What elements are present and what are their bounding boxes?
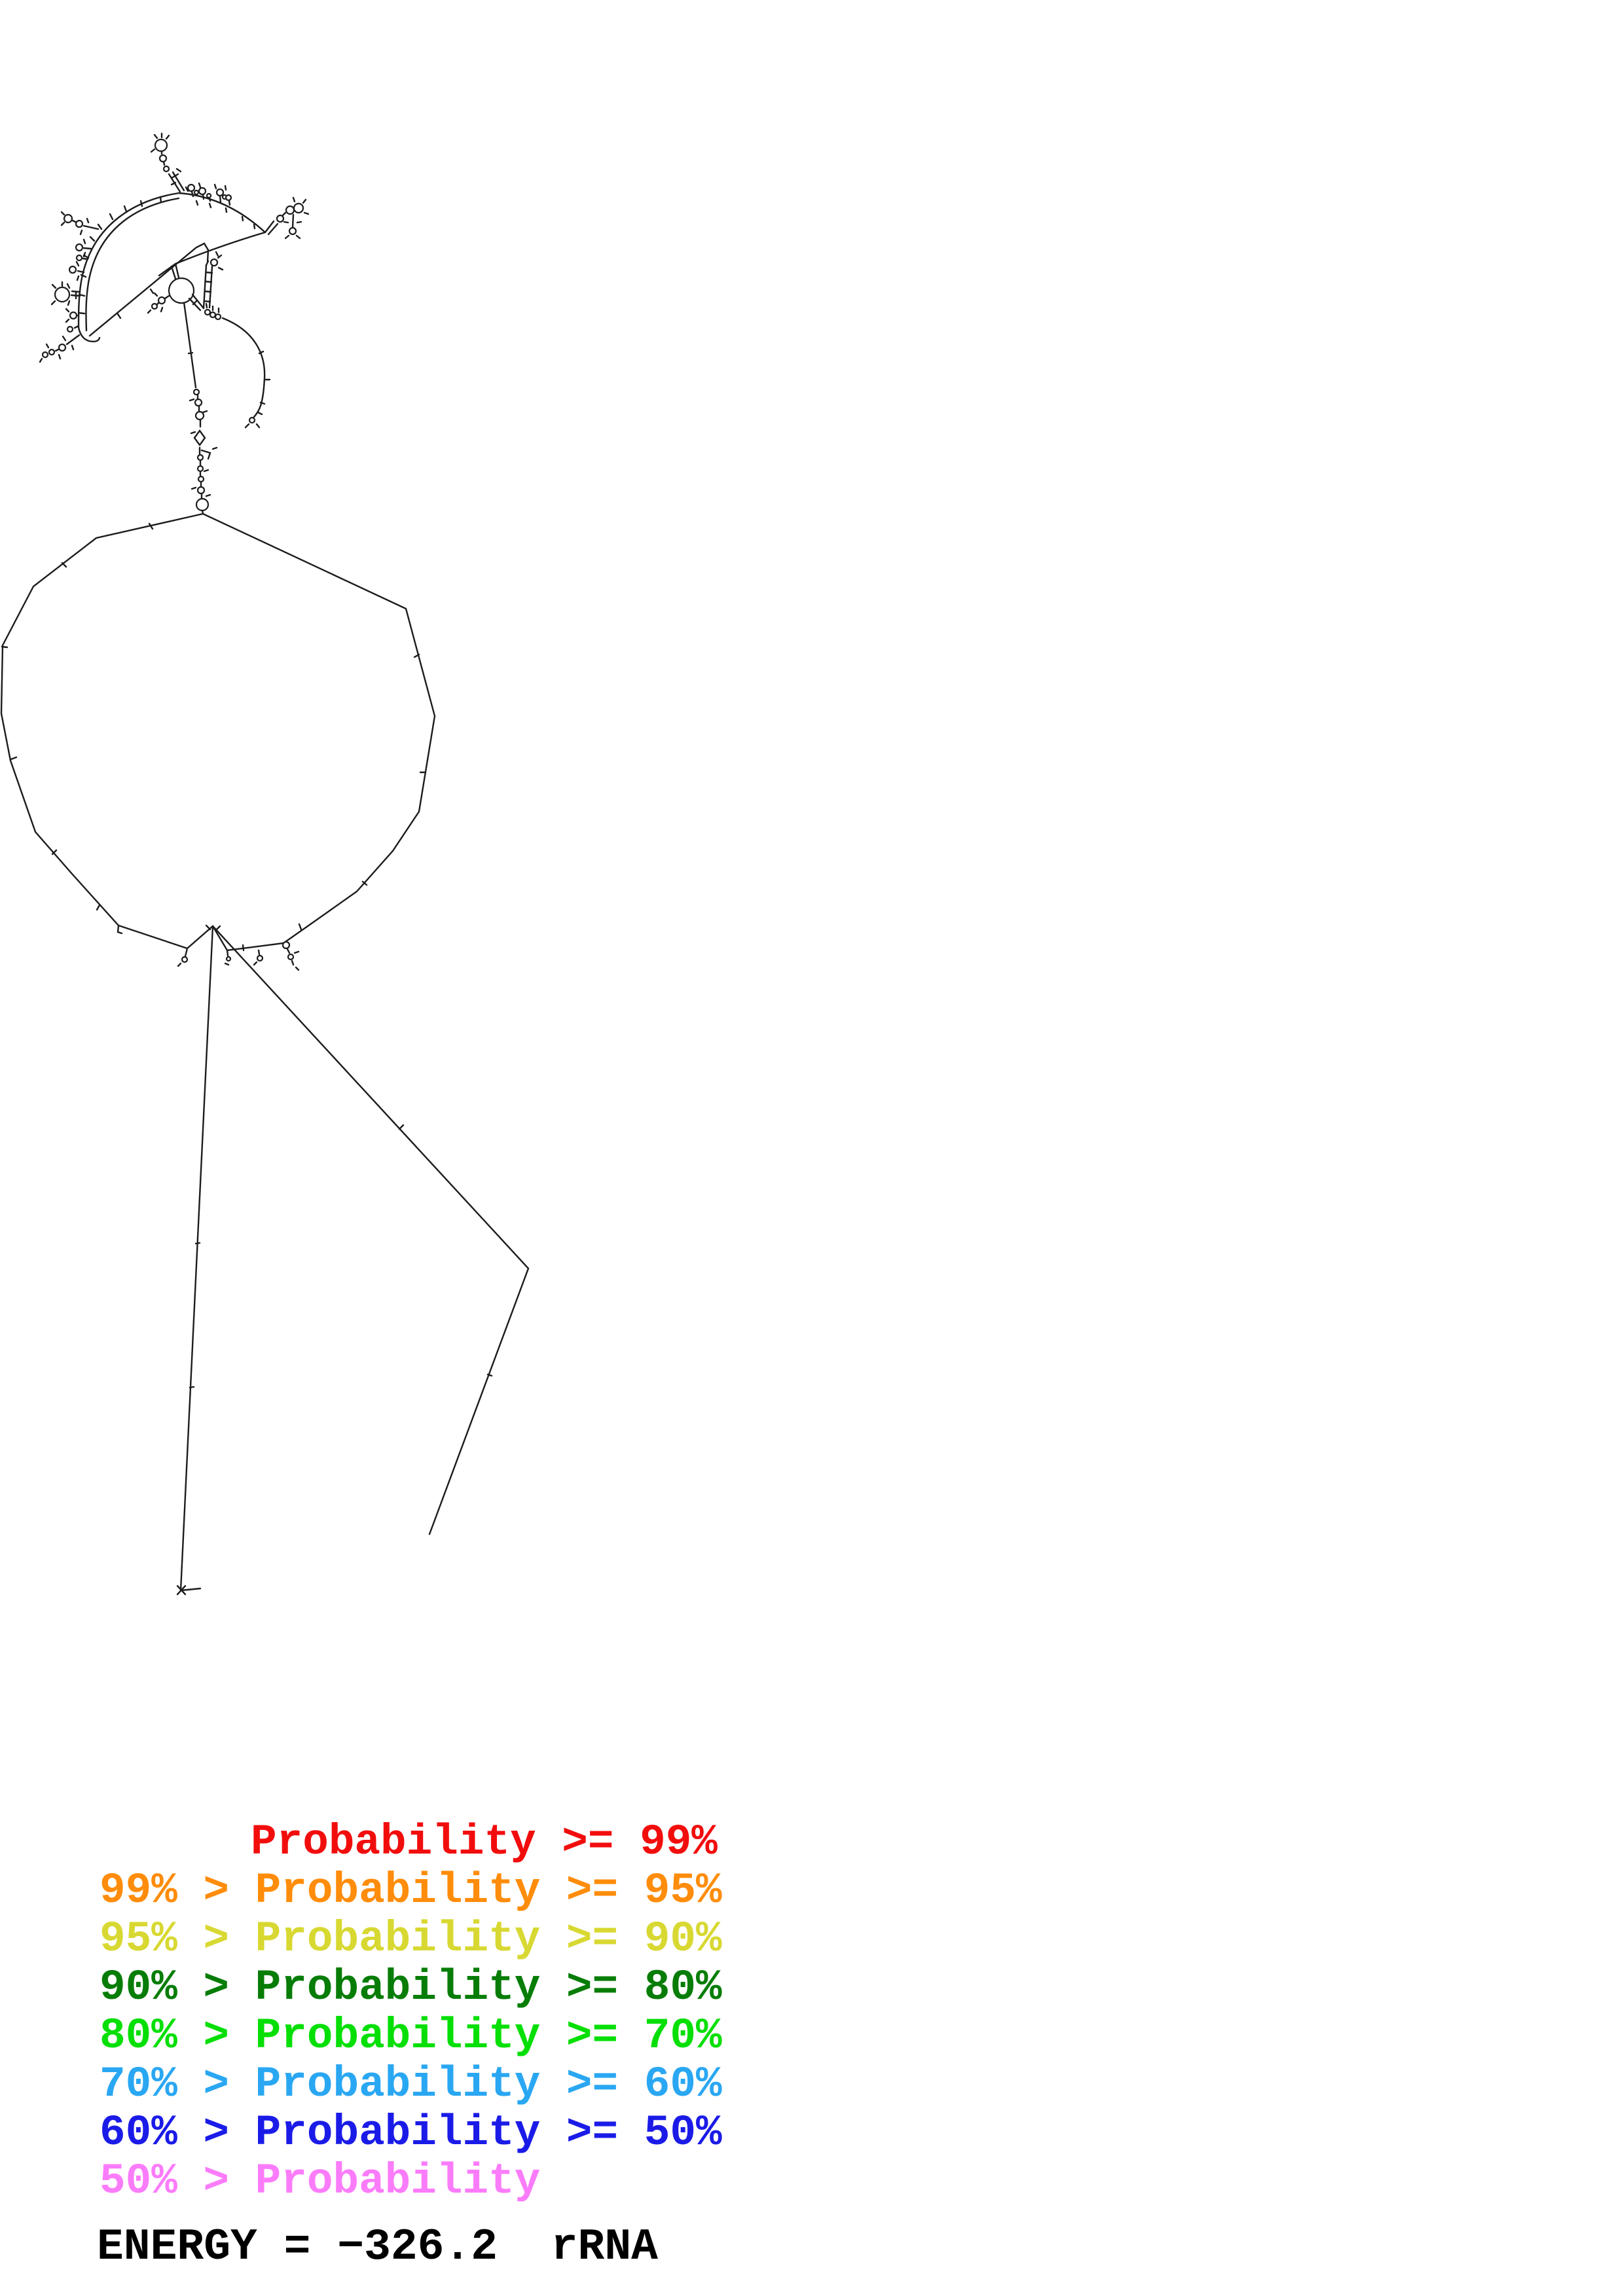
top-band [179,183,265,232]
loop-bottom-hairpins [118,925,299,970]
legend-row-60to70: 70% > Probability >= 60% [100,2060,722,2109]
apical-hairpin-chain [151,134,184,192]
fan-domain [40,193,179,362]
legend-row-lt50: 50% > Probability [100,2157,541,2206]
energy-label: ENERGY = −326.2 rRNA [97,2222,658,2272]
main-loop [1,514,435,950]
legend-row-ge99: Probability >= 99% [251,1818,718,1867]
right-helix [204,255,223,319]
legend-row-80to90: 90% > Probability >= 80% [100,1963,722,2012]
legend-row-50to60: 60% > Probability >= 50% [100,2108,722,2157]
legend-row-95to99: 99% > Probability >= 95% [100,1866,722,1915]
vertex-cluster [265,198,308,238]
multibranch-hub [148,264,204,313]
legend-row-70to80: 80% > Probability >= 70% [100,2011,722,2060]
connector-chain [184,302,217,514]
right-arc-domain [223,318,270,427]
terminal-strands [177,925,528,1594]
legend-row-90to95: 95% > Probability >= 90% [100,1914,722,1964]
